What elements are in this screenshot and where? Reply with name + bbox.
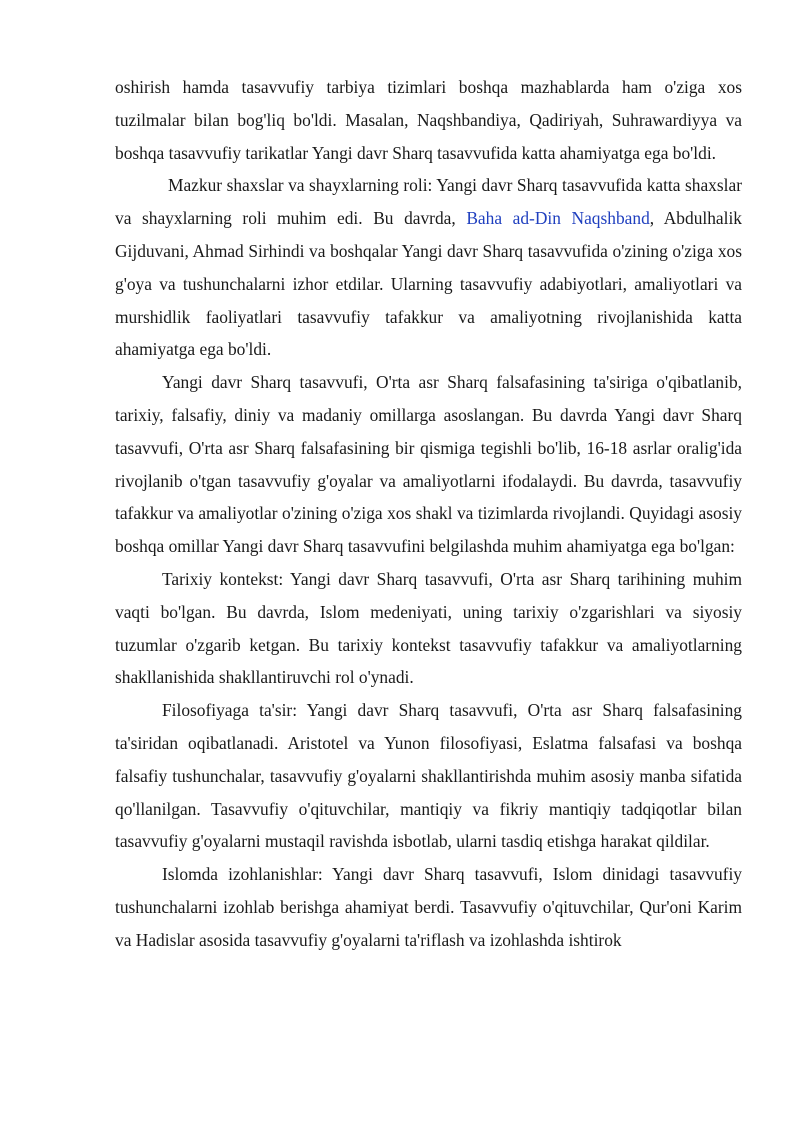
paragraph-3-text: Yangi davr Sharq tasavvufi, O'rta asr Sharq falsafasining ta'siriga o'qibatlanib, tarixiy, falsafiy, diniy va madaniy omillarga asoslangan. Bu davrda Yangi davr Sharq tasavvufi, O'rta asr Sharq falsafasining bir qismiga tegishli bo'lib, 16-18 asrlar oralig'ida rivojlanib o'tgan tasavvufiy g'oyalar va amaliyotlarni ifodalaydi. Bu davrda, tasavvufiy tafakkur va amaliyotlar o'zining o'ziga xos shakl va tizimlarda rivojlandi. Quyidagi asosiy boshqa omillar Yangi davr Sharq tasavvufini belgilashda muhim ahamiyatga ega bo'lgan: — [115, 372, 742, 557]
baha-ad-din-naqshband-link[interactable]: Baha ad-Din Naqshband — [466, 208, 650, 229]
paragraph-2-text-end: , Abdulhalik Gijduvani, Ahmad Sirhindi va boshqalar Yangi davr Sharq tasavvufida o'zining o'ziga xos g'oya va tushunchalarni izhor etdilar. Ularning tasavvufiy adabiyotlari, amaliyotlari va murshidlik faoliyatlari tasavvufiy tafakkur va amaliyotning rivojlanishida katta ahamiyatga ega bo'ldi. — [115, 208, 742, 360]
paragraph-5-text: Filosofiyaga ta'sir: Yangi davr Sharq tasavvufi, O'rta asr Sharq falsafasining ta'siridan oqibatlanadi. Aristotel va Yunon filosofiyasi, Eslatma falsafasi va boshqa falsafiy tushunchalar, tasavvufiy g'oyalarni shakllantirishda muhim asosiy manba sifatida qo'llanilgan. Tasavvufiy o'qituvchilar, mantiqiy va fikriy mantiqiy tadqiqotlar bilan tasavvufiy g'oyalarni mustaqil ravishda isbotlab, ularni tasdiq etishga harakat qildilar. — [115, 700, 742, 852]
paragraph-6-text: Islomda izohlanishlar: Yangi davr Sharq tasavvufi, Islom dinidagi tasavvufiy tushunchalarni izohlab berishga ahamiyat berdi. Tasavvufiy o'qituvchilar, Qur'oni Karim va Hadislar asosida tasavvufiy g'oyalarni ta'riflash va izohlashda ishtirok — [115, 864, 742, 950]
paragraph-4-text: Tarixiy kontekst: Yangi davr Sharq tasavvufi, O'rta asr Sharq tarihining muhim vaqti bo'lgan. Bu davrda, Islom medeniyati, uning tarixiy o'zgarishlari va siyosiy tuzumlar o'zgarib ketgan. Bu tarixiy kontekst tasavvufiy tafakkur va amaliyotlarning shakllanishida shakllantiruvchi rol o'ynadi. — [115, 568, 742, 688]
paragraph-1-text: oshirish hamda tasavvufiy tarbiya tizimlari boshqa mazhablarda ham o'ziga xos tuzilmalar bilan bog'liq bo'ldi. Masalan, Naqshbandiya, Qadiriyah, Suhrawardiyya va boshqa tasavvufiy tarikatlar Yangi davr Sharq tasavvufida katta ahamiyatga ega bo'ldi. — [115, 77, 742, 163]
paragraph-6 — [115, 858, 742, 956]
paragraph-2-text-start: Mazkur shaxslar va shayxlarning roli: Yangi davr Sharq tasavvufida katta shaxslar va shayxlarning roli muhim edi. Bu davrda, — [115, 175, 742, 229]
document-body — [115, 71, 742, 957]
paragraph-2 — [115, 169, 742, 366]
paragraph-3 — [115, 366, 742, 563]
paragraph-5 — [115, 694, 742, 858]
paragraph-4 — [115, 563, 742, 694]
paragraph-1 — [115, 71, 742, 169]
